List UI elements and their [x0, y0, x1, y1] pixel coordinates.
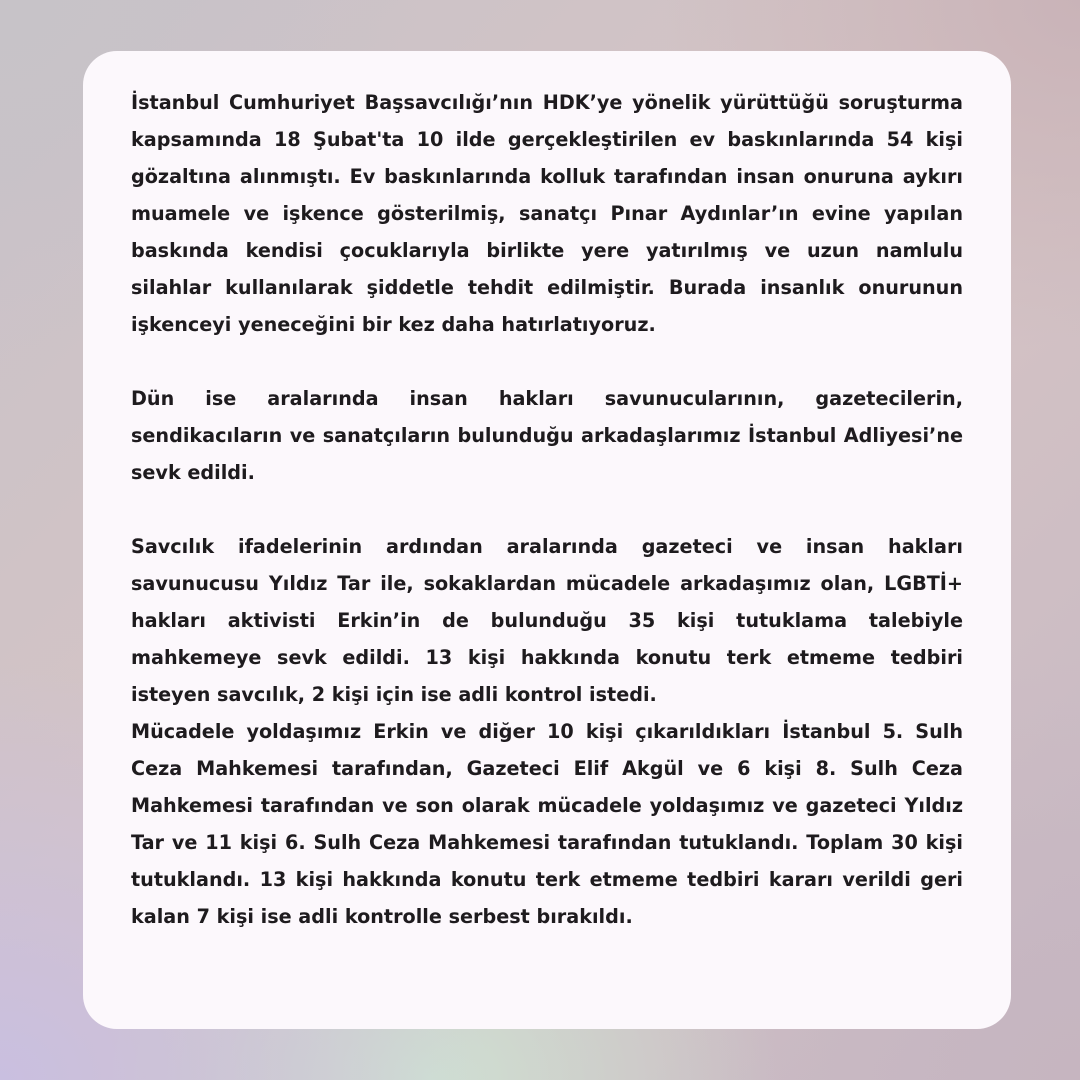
- paragraph-referral: Dün ise aralarında insan hakları savunucularının, gazetecilerin, sendikacıların ve sanatçıların bulunduğu arkadaşlarımız İstanbul Adliyesi’ne sevk edildi.: [131, 387, 963, 484]
- paragraph-prosecution: Savcılık ifadelerinin ardından aralarında gazeteci ve insan hakları savunucusu Yıldız Tar ile, sokaklardan mücadele arkadaşımız olan, LGBTİ+ hakları aktivisti Erkin’in de bulunduğu 35 kişi tutuklama talebiyle mahkemeye sevk edildi. 13 kişi hakkında konutu terk etmeme tedbiri isteyen savcılık, 2 kişi için ise adli kontrol istedi.: [131, 535, 963, 706]
- paragraph-raids: İstanbul Cumhuriyet Başsavcılığı’nın HDK’ye yönelik yürüttüğü soruşturma kapsamında 18 Şubat'ta 10 ilde gerçekleştirilen ev baskınlarında 54 kişi gözaltına alınmıştı. Ev baskınlarında kolluk tarafından insan onuruna aykırı muamele ve işkence gösterilmiş, sanatçı Pınar Aydınlar’ın evine yapılan baskında kendisi çocuklarıyla birlikte yere yatırılmış ve uzun namlulu silahlar kullanılarak şiddetle tehdit edilmiştir. Burada insanlık onurunun işkenceyi yeneceğini bir kez daha hatırlatıyoruz.: [131, 91, 963, 336]
- paragraph-arrests: Mücadele yoldaşımız Erkin ve diğer 10 kişi çıkarıldıkları İstanbul 5. Sulh Ceza Mahkemesi tarafından, Gazeteci Elif Akgül ve 6 kişi 8. Sulh Ceza Mahkemesi tarafından ve son olarak mücadele yoldaşımız ve gazeteci Yıldız Tar ve 11 kişi 6. Sulh Ceza Mahkemesi tarafından tutuklandı. Toplam 30 kişi tutuklandı. 13 kişi hakkında konutu terk etmeme tedbiri kararı verildi geri kalan 7 kişi ise adli kontrolle serbest bırakıldı.: [131, 720, 963, 928]
- paragraph-spacer: [131, 491, 963, 528]
- text-card: [83, 51, 1011, 1029]
- paragraph-spacer: [131, 343, 963, 380]
